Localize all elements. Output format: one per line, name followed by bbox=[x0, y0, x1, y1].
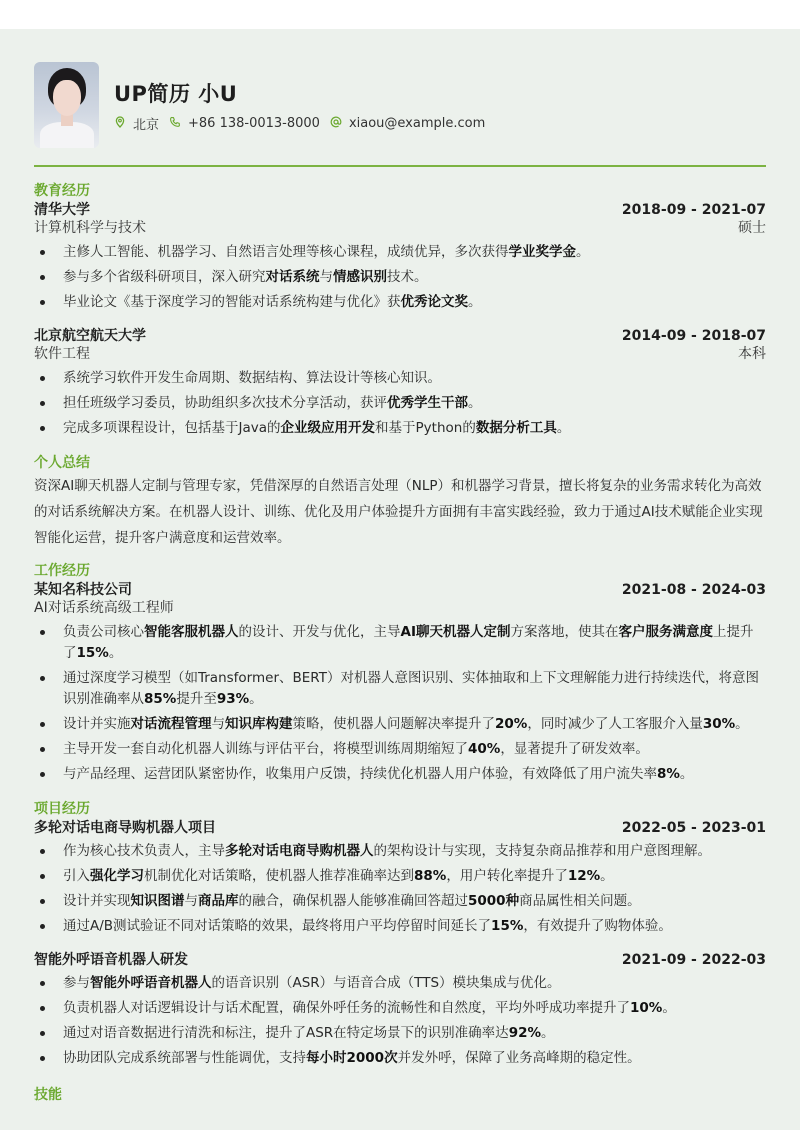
section-title-skills: 技能 bbox=[34, 1087, 62, 1103]
summary-text: 资深AI聊天机器人定制与管理专家，凭借深厚的自然语言处理（NLP）和机器学习背景，擅长将复杂的业务需求转化为高效的对话系统解决方案。在机器人设计、训练、优化及用户体验提升方面拥有丰富实践经验，致力于通过AI技术赋能企业实现智能化运营，提升客户满意度和运营效率。 bbox=[34, 478, 763, 546]
header-divider bbox=[34, 165, 766, 167]
school-name: 清华大学 bbox=[34, 202, 90, 218]
bullet-item: 协助团队完成系统部署与性能调优，支持每小时2000次并发外呼，保障了业务高峰期的稳定性。 bbox=[34, 1048, 766, 1069]
bullet-item: 主修人工智能、机器学习、自然语言处理等核心课程，成绩优异，多次获得学业奖学金。 bbox=[34, 242, 766, 263]
work-entry bbox=[34, 581, 766, 785]
education-entry bbox=[34, 327, 766, 439]
contact-location bbox=[114, 114, 159, 133]
bullet-item: 通过A/B测试验证不同对话策略的效果，最终将用户平均停留时间延长了15%，有效提升了购物体验。 bbox=[34, 916, 766, 937]
projects-section bbox=[34, 799, 766, 1069]
bullet-item: 参与智能外呼语音机器人的语音识别（ASR）与语音合成（TTS）模块集成与优化。 bbox=[34, 973, 766, 994]
bullet-item: 通过对语音数据进行清洗和标注，提升了ASR在特定场景下的识别准确率达92%。 bbox=[34, 1023, 766, 1044]
company-name: 某知名科技公司 bbox=[34, 582, 132, 598]
entry-date: 2021-09 - 2022-03 bbox=[621, 952, 766, 968]
contact-phone bbox=[169, 116, 320, 132]
phone-icon bbox=[169, 116, 181, 132]
section-title-projects: 项目经历 bbox=[34, 801, 90, 817]
major: 软件工程 bbox=[34, 346, 90, 362]
bullet-item: 主导开发一套自动化机器人训练与评估平台，将模型训练周期缩短了40%，显著提升了研发效率。 bbox=[34, 739, 766, 760]
bullet-item: 与产品经理、运营团队紧密协作，收集用户反馈，持续优化机器人用户体验，有效降低了用户流失率8%。 bbox=[34, 764, 766, 785]
project-name: 多轮对话电商导购机器人项目 bbox=[34, 820, 216, 836]
map-pin-icon bbox=[114, 116, 126, 132]
bullet-item: 参与多个省级科研项目，深入研究对话系统与情感识别技术。 bbox=[34, 267, 766, 288]
project-entry bbox=[34, 819, 766, 937]
bullet-list bbox=[34, 841, 766, 937]
bullet-item: 系统学习软件开发生命周期、数据结构、算法设计等核心知识。 bbox=[34, 368, 766, 389]
avatar-photo bbox=[34, 62, 99, 148]
bullet-list bbox=[34, 242, 766, 313]
major: 计算机科学与技术 bbox=[34, 220, 146, 236]
bullet-item: 完成多项课程设计，包括基于Java的企业级应用开发和基于Python的数据分析工具。 bbox=[34, 418, 766, 439]
bullet-list bbox=[34, 622, 766, 785]
work-section bbox=[34, 561, 766, 785]
contact-info bbox=[114, 114, 489, 133]
bullet-item: 毕业论文《基于深度学习的智能对话系统构建与优化》获优秀论文奖。 bbox=[34, 292, 766, 313]
degree: 本科 bbox=[738, 346, 766, 362]
education-section bbox=[34, 181, 766, 439]
resume-page bbox=[0, 29, 800, 1130]
entry-date: 2014-09 - 2018-07 bbox=[621, 328, 766, 344]
school-name: 北京航空航天大学 bbox=[34, 328, 146, 344]
bullet-list bbox=[34, 368, 766, 439]
entry-date: 2022-05 - 2023-01 bbox=[621, 820, 766, 836]
degree: 硕士 bbox=[738, 220, 766, 236]
section-title-summary: 个人总结 bbox=[34, 455, 90, 471]
summary-section bbox=[34, 453, 766, 551]
resume-header bbox=[34, 62, 766, 168]
bullet-item: 设计并实施对话流程管理与知识库构建策略，使机器人问题解决率提升了20%，同时减少了人工客服介入量30%。 bbox=[34, 714, 766, 735]
candidate-name: UP简历 小U bbox=[114, 82, 238, 106]
bullet-item: 通过深度学习模型（如Transformer、BERT）对机器人意图识别、实体抽取和上下文理解能力进行持续迭代，将意图识别准确率从85%提升至93%。 bbox=[34, 668, 766, 710]
bullet-item: 设计并实现知识图谱与商品库的融合，确保机器人能够准确回答超过5000种商品属性相关问题。 bbox=[34, 891, 766, 912]
resume-content bbox=[34, 181, 766, 1105]
location-text: 北京 bbox=[133, 118, 160, 133]
project-entry bbox=[34, 951, 766, 1069]
section-title-work: 工作经历 bbox=[34, 563, 90, 579]
phone-text[interactable]: +86 138-0013-8000 bbox=[188, 116, 320, 131]
bullet-item: 负责公司核心智能客服机器人的设计、开发与优化，主导AI聊天机器人定制方案落地，使其在客户服务满意度上提升了15%。 bbox=[34, 622, 766, 664]
skills-section bbox=[34, 1085, 766, 1105]
project-name: 智能外呼语音机器人研发 bbox=[34, 952, 188, 968]
bullet-item: 担任班级学习委员，协助组织多次技术分享活动，获评优秀学生干部。 bbox=[34, 393, 766, 414]
entry-date: 2018-09 - 2021-07 bbox=[621, 202, 766, 218]
email-text[interactable]: xiaou@example.com bbox=[348, 116, 486, 131]
contact-email bbox=[330, 116, 485, 132]
entry-date: 2021-08 - 2024-03 bbox=[621, 582, 766, 598]
at-icon bbox=[330, 116, 342, 132]
bullet-list bbox=[34, 973, 766, 1069]
section-title-education: 教育经历 bbox=[34, 183, 90, 199]
job-role: AI对话系统高级工程师 bbox=[34, 600, 174, 616]
education-entry bbox=[34, 201, 766, 313]
bullet-item: 引入强化学习机制优化对话策略，使机器人推荐准确率达到88%，用户转化率提升了12%。 bbox=[34, 866, 766, 887]
bullet-item: 作为核心技术负责人，主导多轮对话电商导购机器人的架构设计与实现，支持复杂商品推荐和用户意图理解。 bbox=[34, 841, 766, 862]
bullet-item: 负责机器人对话逻辑设计与话术配置，确保外呼任务的流畅性和自然度，平均外呼成功率提升了10%。 bbox=[34, 998, 766, 1019]
